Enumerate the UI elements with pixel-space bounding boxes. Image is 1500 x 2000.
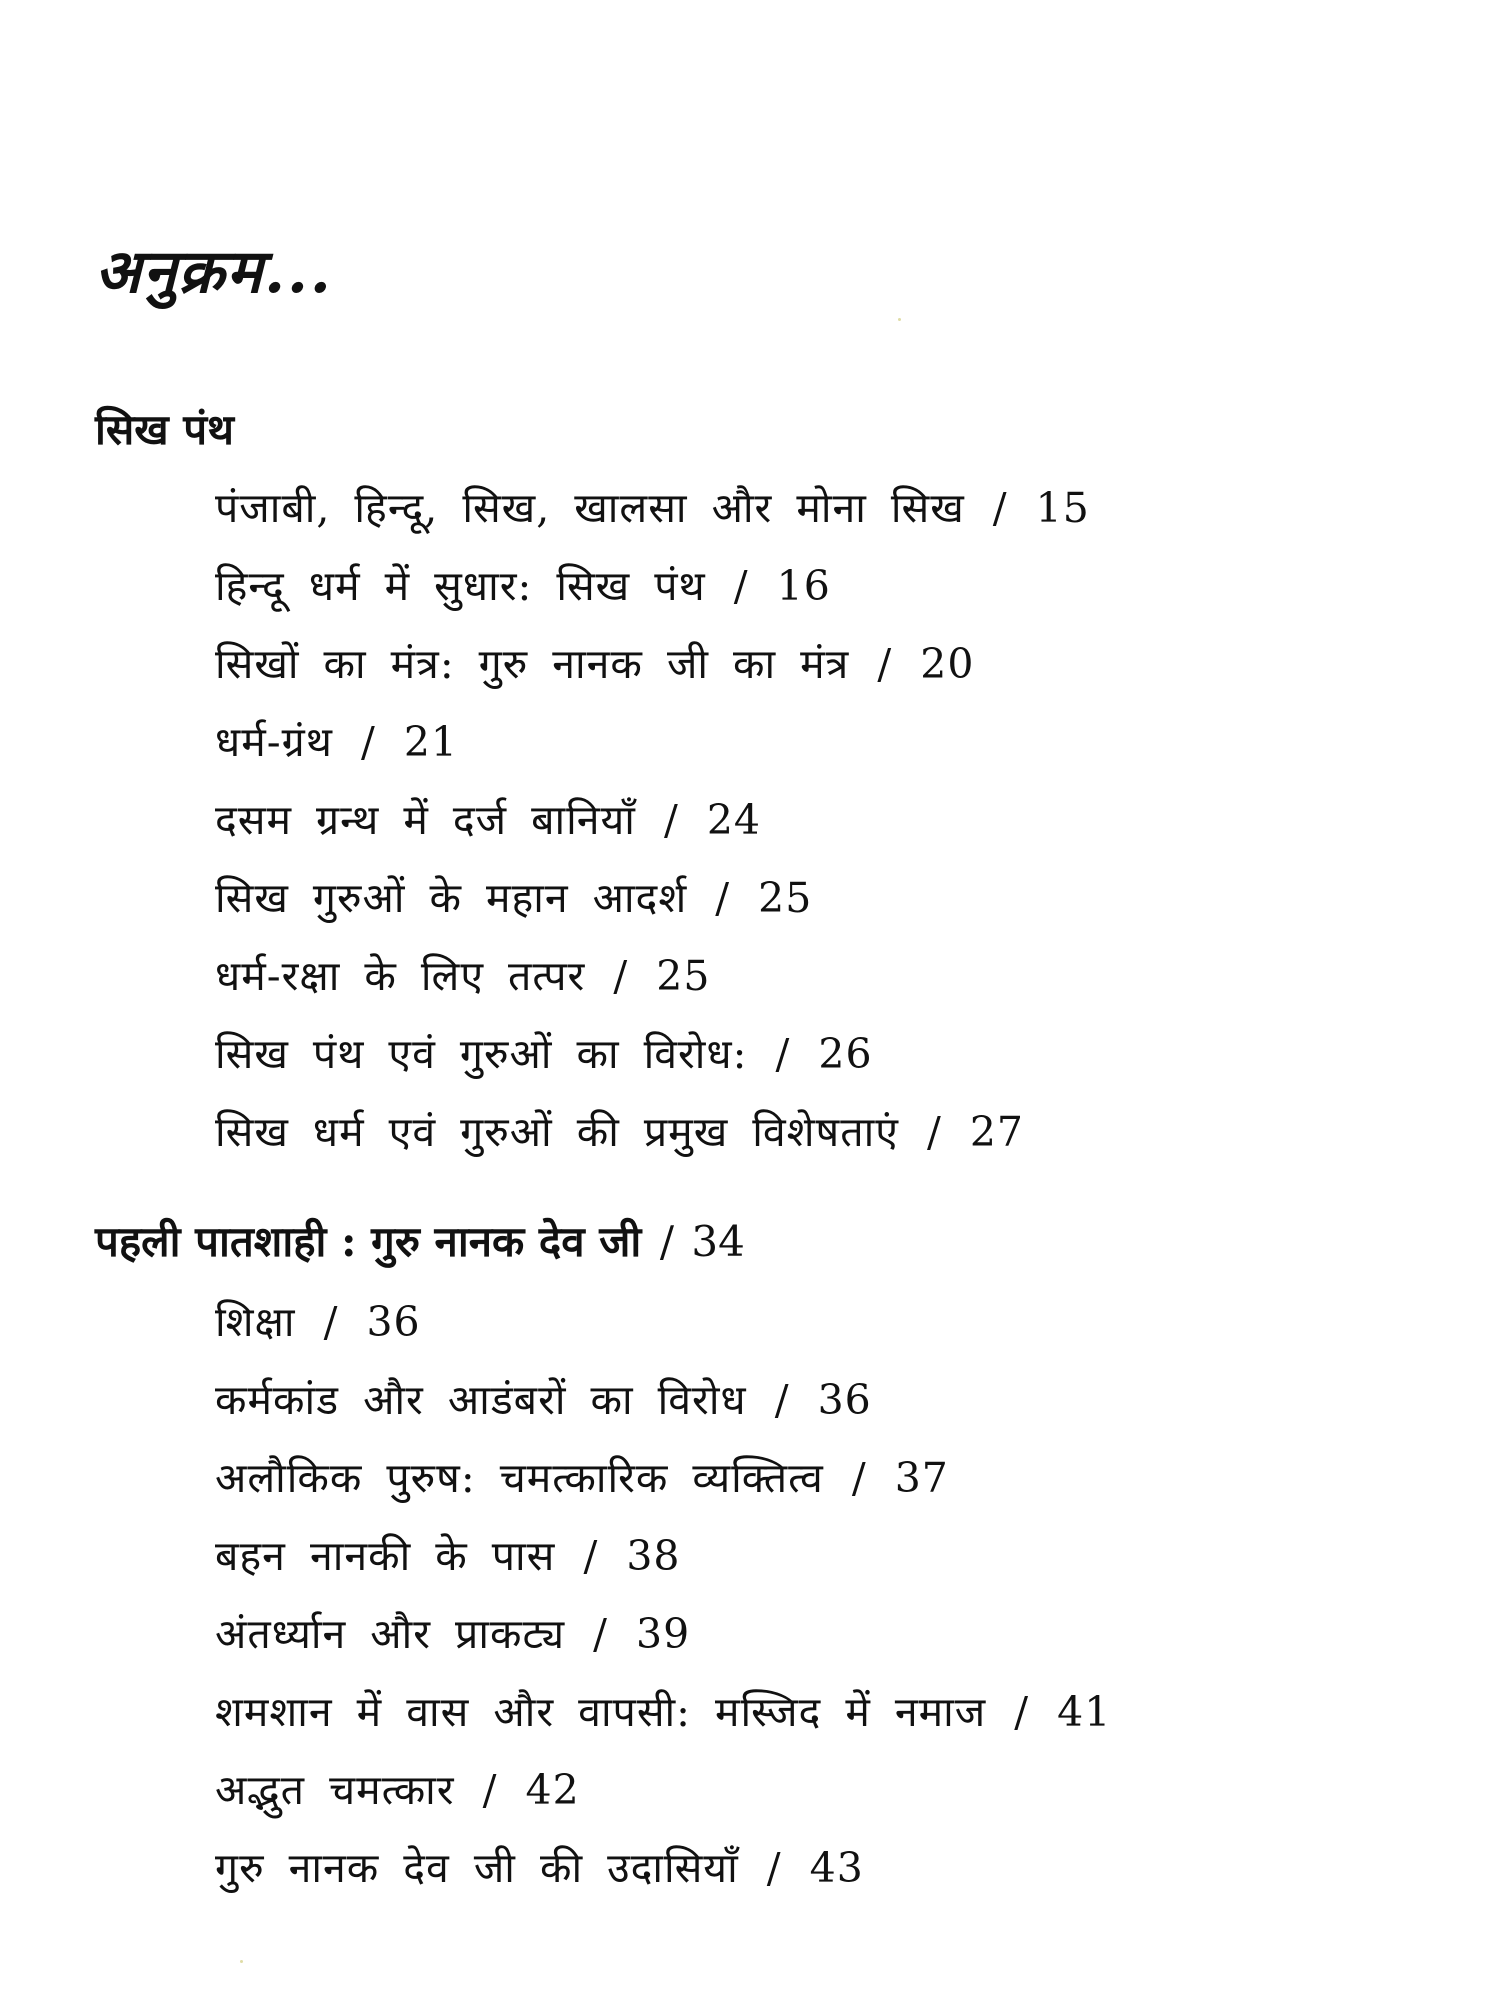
toc-entry-text: गुरु नानक देव जी की उदासियाँ	[215, 1844, 739, 1892]
toc-entry-page: 25	[656, 952, 711, 1000]
toc-entry-page: 36	[817, 1376, 872, 1424]
toc-entry-page: 15	[1035, 484, 1090, 532]
section-heading-sikh-panth	[95, 400, 234, 460]
toc-entry	[215, 634, 974, 694]
toc-entry-text: शिक्षा	[215, 1298, 296, 1346]
toc-separator: /	[992, 484, 1008, 532]
toc-separator: /	[613, 952, 629, 1000]
toc-entry-text: हिन्दू धर्म में सुधार: सिख पंथ	[215, 562, 706, 610]
toc-entry	[215, 1448, 949, 1508]
toc-entry	[215, 556, 831, 616]
toc-entry-page: 25	[758, 874, 813, 922]
toc-entry-page: 20	[920, 640, 975, 688]
toc-entry-text: पंजाबी, हिन्दू, सिख, खालसा और मोना सिख	[215, 484, 965, 532]
toc-entry-text: सिखों का मंत्र: गुरु नानक जी का मंत्र	[215, 640, 850, 688]
scan-speck	[240, 1960, 243, 1963]
toc-separator: /	[659, 1217, 675, 1266]
toc-separator: /	[774, 1376, 790, 1424]
toc-entry-page: 24	[706, 796, 762, 844]
toc-entry-text: अंतर्ध्यान और प्राकट्य	[215, 1610, 566, 1658]
toc-entry-text: शमशान में वास और वापसी: मस्जिद में नमाज	[215, 1688, 987, 1736]
toc-separator: /	[323, 1298, 339, 1346]
toc-entry-page: 41	[1057, 1688, 1112, 1736]
page-title: अनुक्रम...	[95, 237, 333, 307]
toc-entry-page: 21	[403, 718, 459, 766]
toc-entry	[215, 1102, 1024, 1162]
section-heading-page: 34	[691, 1217, 745, 1266]
toc-entry-text: अद्भुत चमत्कार	[215, 1766, 455, 1814]
section-heading-guru-nanak	[95, 1212, 745, 1272]
toc-entry-text: सिख धर्म एवं गुरुओं की प्रमुख विशेषताएं	[215, 1108, 899, 1156]
toc-entry-page: 27	[969, 1108, 1025, 1156]
toc-entry-page: 36	[366, 1298, 421, 1346]
toc-separator: /	[851, 1454, 867, 1502]
toc-entry-page: 43	[809, 1844, 864, 1892]
toc-entry	[215, 1292, 421, 1352]
toc-entry-page: 37	[894, 1454, 949, 1502]
toc-separator: /	[775, 1030, 791, 1078]
toc-entry	[215, 1682, 1111, 1742]
toc-separator: /	[583, 1532, 599, 1580]
toc-entry-text: धर्म-ग्रंथ	[215, 718, 333, 766]
toc-separator: /	[877, 640, 893, 688]
toc-separator: /	[926, 1108, 942, 1156]
toc-entry-text: अलौकिक पुरुष: चमत्कारिक व्यक्तित्व	[215, 1454, 824, 1502]
toc-entry	[215, 790, 761, 850]
toc-entry-text: दसम ग्रन्थ में दर्ज बानियाँ	[215, 796, 636, 844]
toc-separator: /	[766, 1844, 782, 1892]
toc-entry-page: 38	[626, 1532, 681, 1580]
toc-entry-page: 39	[636, 1610, 691, 1658]
toc-entry	[215, 478, 1090, 538]
toc-entry	[215, 1526, 680, 1586]
section-heading-text: पहली पातशाही : गुरु नानक देव जी	[95, 1217, 642, 1266]
section-heading-text: सिख पंथ	[95, 405, 234, 454]
toc-separator: /	[1014, 1688, 1030, 1736]
toc-separator: /	[715, 874, 731, 922]
toc-separator: /	[593, 1610, 608, 1658]
toc-entry-page: 26	[818, 1030, 873, 1078]
toc-separator: /	[733, 562, 749, 610]
toc-entry	[215, 946, 710, 1006]
toc-entry	[215, 712, 458, 772]
toc-entry-text: कर्मकांड और आडंबरों का विरोध	[215, 1376, 747, 1424]
toc-entry	[215, 1604, 690, 1664]
toc-entry	[215, 868, 812, 928]
toc-entry-text: सिख पंथ एवं गुरुओं का विरोध:	[215, 1030, 748, 1078]
toc-separator: /	[482, 1766, 498, 1814]
toc-separator: /	[360, 718, 376, 766]
toc-entry	[215, 1370, 872, 1430]
toc-entry-text: बहन नानकी के पास	[215, 1532, 556, 1580]
toc-entry	[215, 1024, 873, 1084]
toc-entry-page: 42	[525, 1766, 580, 1814]
toc-entry	[215, 1760, 580, 1820]
toc-entry-text: धर्म-रक्षा के लिए तत्पर	[215, 952, 586, 1000]
toc-entry	[215, 1838, 864, 1898]
toc-separator: /	[663, 796, 679, 844]
toc-entry-text: सिख गुरुओं के महान आदर्श	[215, 874, 688, 922]
toc-entry-page: 16	[776, 562, 831, 610]
scan-speck	[898, 318, 901, 321]
